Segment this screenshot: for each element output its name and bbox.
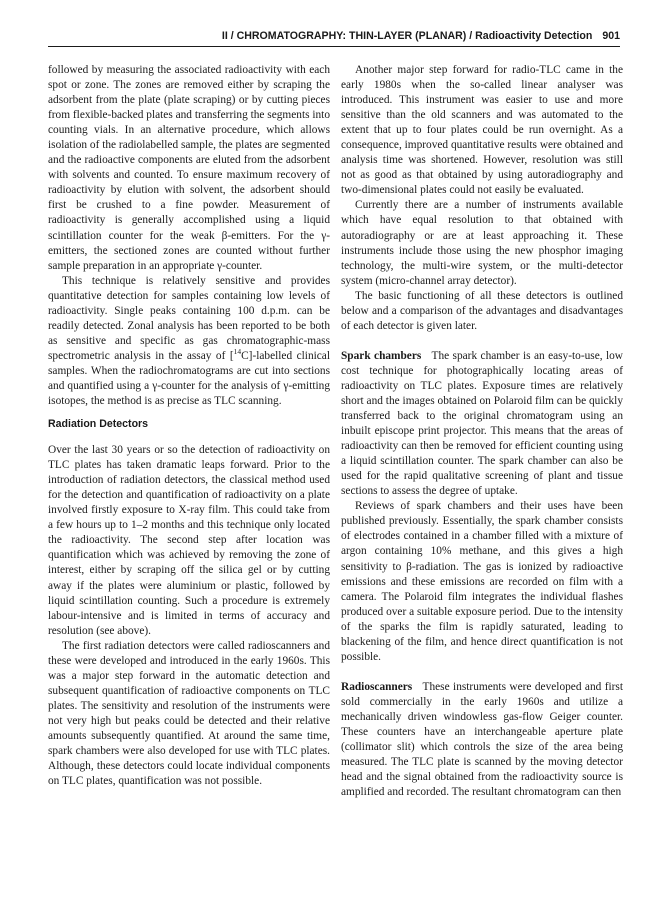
paragraph: followed by measuring the associated radioactivity with each spot or zone. The zones are removed either by scraping the adsorbent from the plate (plate scraping) or by cutting pieces from flexible-backed plates and transferring the segments into counting vials. In an alternative procedure, which allows isolation of the radiolabelled sample, the plates are segmented and the radioactive components are eluted from the adsorbent with solvents and counted. To ensure maximum recovery of radioactivity by elution with solvent, the adsorbent should first be crushed to a fine powder. Measurement of radioactivity is generally accomplished using a liquid scintillation counter for the weak β-emitters. For the γ-emitters, the sectioned zones are counted without further sample preparation in an appropriate γ-counter. [48, 64, 330, 272]
paragraph: Reviews of spark chambers and their uses have been published previously. Essentially, the spark chamber consists of electrodes contained in a chamber filled with a mixture of argon containing 10% methane, and this gives a high sensitivity to β-radiation. The gas is ionized by radioactive emissions and these emissions are recorded on film with a camera. The Polaroid film integrates the individual flashes produced over a suitable exposure period. Due to the intensity of the sparks the film is rapidly saturated, leading to blackening of the film, and hence direct quantification is not possible. [341, 500, 623, 663]
running-header [48, 28, 620, 47]
subsection-title: Spark chambers [341, 349, 422, 362]
subsection-title: Radioscanners [341, 680, 413, 693]
left-column [48, 63, 330, 789]
paragraph: Another major step forward for radio-TLC came in the early 1980s when the so-called linear analyser was introduced. This instrument was easier to use and more sensitive than the old scanners and was automated to the extent that up to four plates could be run overnight. As a consequence, improved quantitative results were obtained and analysis time was shortened. However, resolution was still not as good as that obtained by using autoradiography and two-dimensional plates could not easily be evaluated. [341, 64, 623, 197]
paragraph: Currently there are a number of instruments available which have equal resolution to that obtained with autoradiography or are at least approaching it. These instruments include those using the new phosphor imaging technology, the multi-wire system, or the multi-detector system (micro-channel array detector). [341, 199, 623, 287]
paragraph: Over the last 30 years or so the detection of radioactivity on TLC plates has taken dramatic leaps forward. Prior to the introduction of radiation detectors, the classical method used for the detection and quantification of radioactivity on a plate involved firstly exposure to X-ray film. This could take from a few hours up to 1–2 months and this technique only located the radioactivity. The second step after location was quantification which was achieved by removing the zone of interest, either by scraping off the silica gel or by cutting away if the plates were aluminium or plastic, followed by liquid scintillation counting. Such a procedure is extremely labour-intensive and is limited in terms of accuracy and resolution (see above). [48, 444, 330, 637]
paragraph: Spark chambers The spark chamber is an easy-to-use, low cost technique for photographically locating areas of radioactivity on TLC plates. Exposure times are relatively short and the images obtained on Polaroid film can be quickly transferred back to the original chromatogram using an inbuilt episcope print projector. This means that the areas of radioactivity can then be removed for efficient counting using a liquid scintillation counter. The spark chamber can also be used for the rapid qualitative screening of plant and tissue sections to assess the degree of uptake. [341, 349, 623, 498]
header-topic: Radioactivity Detection [475, 30, 593, 42]
page-number: 901 [602, 30, 620, 42]
paragraph: Radioscanners These instruments were developed and first sold commercially in the early 1960s and utilize a mechanically driven windowless gas-flow Geiger counter. These counters have an interchangeable aperture plate (collimator slit) which controls the size of the area being measured. The TLC plate is scanned by the moving detector head and the signal obtained from the radioactivity source is amplified and recorded. The resultant chromatogram can then [341, 680, 623, 799]
superscript: 14 [233, 347, 242, 357]
paragraph: This technique is relatively sensitive and provides quantitative detection for samples containing low levels of radioactivity. Single peaks containing 100 d.p.m. can be readily detected. Zonal analysis has been reported to be both as sensitive and specific as gas chromatographic-mass spectrometric analysis in the assay of [$^{14}$C]-labelled clinical samples. When the radiochromatograms are cut into sections and quantified using a γ-counter for the analysis of γ-emitting isotopes, the method is as precise as TLC scanning. [48, 274, 330, 408]
header-section: II / CHROMATOGRAPHY: THIN-LAYER (PLANAR) / [221, 30, 476, 42]
right-column [341, 63, 623, 800]
section-heading: Radiation Detectors [48, 418, 149, 431]
paragraph: The basic functioning of all these detectors is outlined below and a comparison of the advantages and disadvantages of each detector is given later. [341, 289, 623, 332]
paragraph: The first radiation detectors were called radioscanners and these were developed and introduced in the early 1960s. This was a major step forward in the automatic detection and subsequent quantification of radioactive components on TLC plates. The sensitivity and resolution of the instruments were not very high but peaks could be detected and their relative amounts subsequently quantified. At around the same time, spark chambers were also developed for use with TLC plates. Although, these detectors could locate individual components on TLC plates, quantification was not possible. [48, 639, 330, 788]
